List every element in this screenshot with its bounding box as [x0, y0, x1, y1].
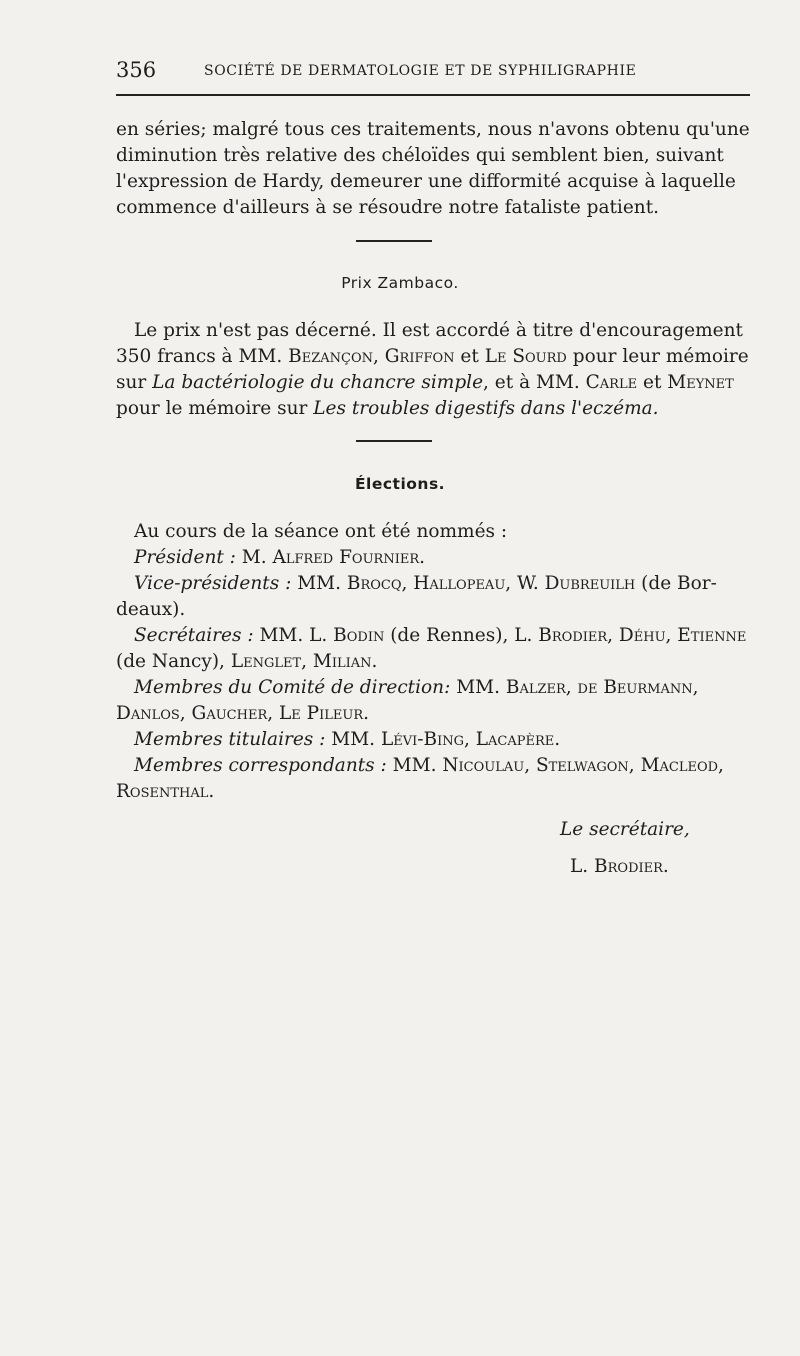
secretaires-entry: Secrétaires : MM. L. Bodin (de Rennes), L. Brodier, Déhu, Etienne [134, 625, 747, 646]
running-title: SOCIÉTÉ DE DERMATOLOGIE ET DE SYPHILIGRAPHIE [204, 63, 637, 79]
prix-title: Prix Zambaco. [341, 274, 459, 292]
elections-list [116, 519, 756, 805]
correspondants-entry: Membres correspondants : MM. Nicoulau, Stelwagon, Macleod, [134, 755, 724, 776]
intro-line: commence d'ailleurs à se résoudre notre fataliste patient. [116, 197, 660, 218]
signature-role: Le secrétaire, [560, 819, 690, 840]
comite-entry-cont: Danlos, Gaucher, Le Pileur. [116, 703, 369, 724]
correspondants-entry-cont: Rosenthal. [116, 781, 215, 802]
intro-line: en séries; malgré tous ces traitements, nous n'avons obtenu qu'une [116, 119, 750, 140]
titulaires-entry: Membres titulaires : MM. Lévi-Bing, Lacapère. [134, 729, 561, 750]
prix-paragraph [116, 318, 756, 422]
page-header [116, 58, 752, 88]
page-number: 356 [116, 58, 157, 82]
prix-line: sur La bactériologie du chancre simple, et à MM. Carle et Meynet [116, 372, 734, 393]
president-entry: Président : M. Alfred Fournier. [134, 547, 426, 568]
section-divider [356, 240, 432, 242]
section-divider [356, 440, 432, 442]
intro-line: l'expression de Hardy, demeurer une difformité acquise à laquelle [116, 171, 736, 192]
intro-line: diminution très relative des chéloïdes qui semblent bien, suivant [116, 145, 724, 166]
prix-line: 350 francs à MM. Bezançon, Griffon et Le Sourd pour leur mémoire [116, 346, 749, 367]
header-rule [116, 94, 750, 96]
elections-title: Élections. [354, 475, 446, 493]
vice-presidents-entry-cont: deaux). [116, 599, 186, 620]
prix-line: pour le mémoire sur Les troubles digestifs dans l'eczéma. [116, 398, 659, 419]
secretaires-entry-cont: (de Nancy), Lenglet, Milian. [116, 651, 378, 672]
comite-entry: Membres du Comité de direction: MM. Balzer, de Beurmann, [134, 677, 699, 698]
prix-line: Le prix n'est pas décerné. Il est accordé à titre d'encouragement [134, 320, 743, 341]
intro-paragraph [116, 117, 756, 221]
signature-name: L. Brodier. [570, 856, 669, 877]
elections-intro: Au cours de la séance ont été nommés : [134, 521, 508, 542]
vice-presidents-entry: Vice-présidents : MM. Brocq, Hallopeau, W. Dubreuilh (de Bor- [134, 573, 717, 594]
